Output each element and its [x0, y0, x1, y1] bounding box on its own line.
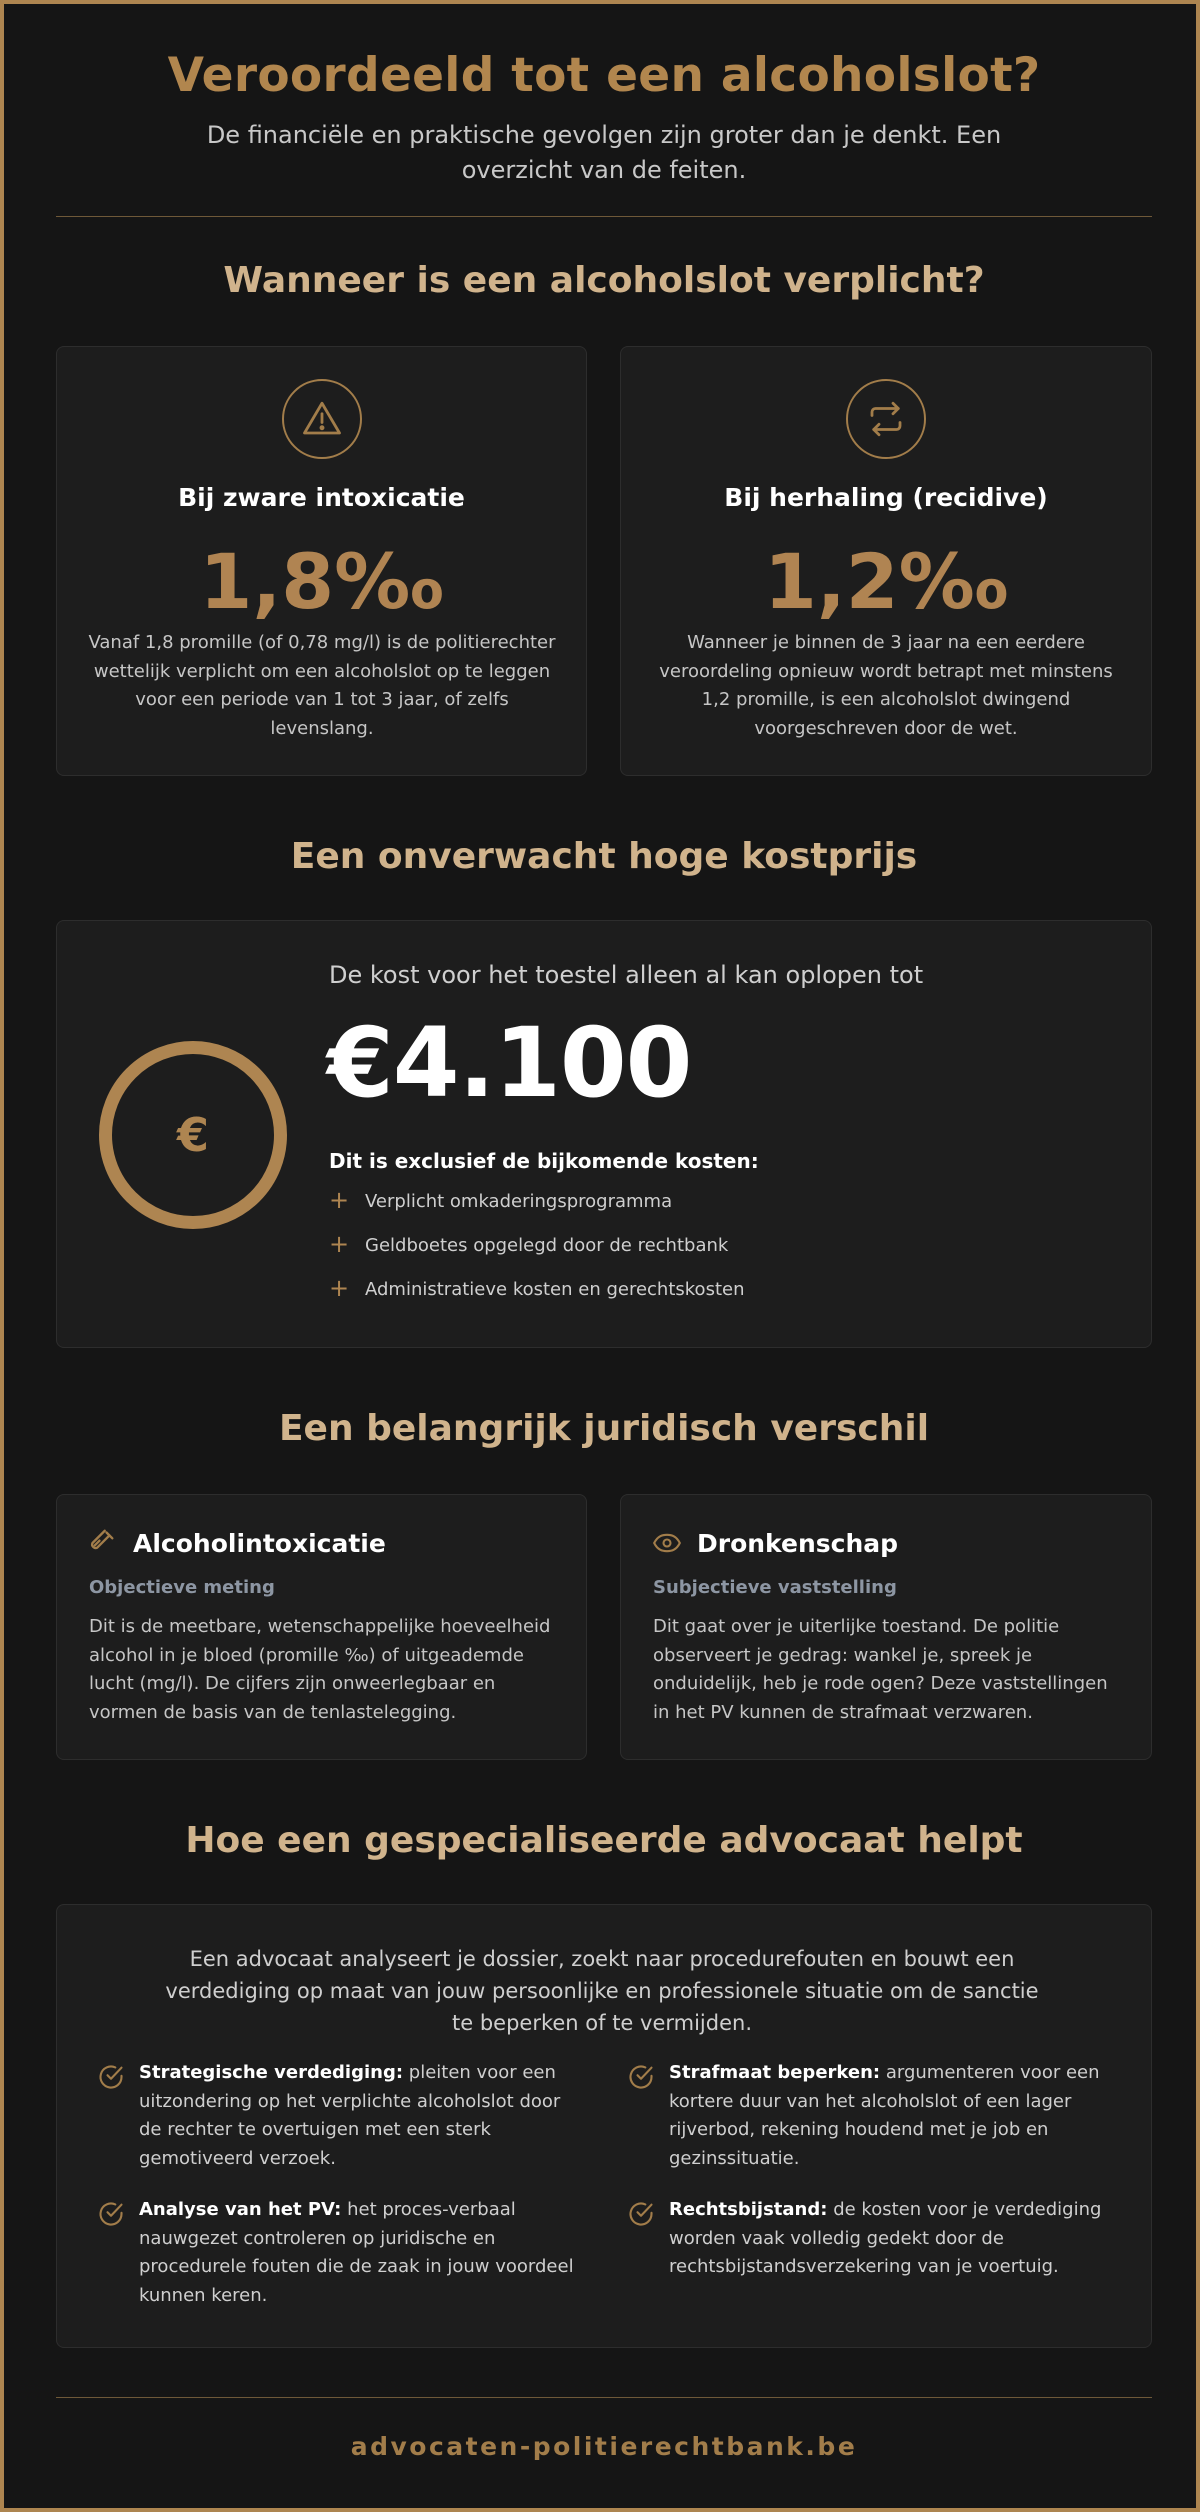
section-title-obligation: Wanneer is een alcoholslot verplicht?	[223, 260, 985, 301]
benefit-text: het proces-verbaal nauwgezet controleren op juridische en procedurele fouten die de zaak in jouw voordeel kunnen keren.	[139, 2199, 574, 2306]
euro-ring-icon	[99, 1041, 287, 1229]
eye-icon	[653, 1529, 681, 1557]
list-item: + Verplicht omkaderingsprogramma	[329, 1186, 673, 1214]
card-lawyer	[56, 1904, 1152, 2348]
lawyer-intro: Een advocaat analyseert je dossier, zoekt naar procedurefouten en bouwt een verdediging op maat van jouw persoonlijke en professionele situatie om de sanctie te beperken of te vermijden.	[165, 1947, 1039, 2035]
cost-value: €4.100	[327, 1007, 692, 1119]
list-item: + Geldboetes opgelegd door de rechtbank	[329, 1230, 729, 1258]
repeat-arrows-icon	[846, 379, 926, 459]
card-subheading: Objectieve meting	[89, 1577, 275, 1598]
benefit-label: Rechtsbijstand:	[669, 2199, 828, 2220]
check-circle-icon	[97, 2200, 125, 2228]
card-description: Dit is de meetbare, wetenschappelijke hoeveelheid alcohol in je bloed (promille ‰) of uitgeademde lucht (mg/l). De cijfers zijn onweerlegbaar en vormen de basis van de tenlastelegging.	[89, 1616, 551, 1723]
benefit-text: de kosten voor je verdediging worden vaak volledig gedekt door de rechtsbijstandsverzekering van je voertuig.	[669, 2199, 1102, 2277]
test-tube-icon	[89, 1529, 117, 1557]
page-subtitle: De financiële en praktische gevolgen zijn groter dan je denkt. Een overzicht van de feiten.	[206, 121, 1002, 184]
promille-threshold: 1,8‰	[199, 537, 444, 626]
card-recidive	[620, 346, 1152, 776]
benefit-text: pleiten voor een uitzondering op het verplichte alcoholslot door de rechter te overtuigen met een sterk gemotiveerd verzoek.	[139, 2062, 561, 2169]
plus-icon: +	[329, 1274, 350, 1302]
header-divider	[56, 216, 1152, 217]
card-heavy-intoxication	[56, 346, 587, 776]
card-heading: Alcoholintoxicatie	[133, 1529, 386, 1558]
warning-triangle-icon	[282, 379, 362, 459]
promille-threshold: 1,2‰	[763, 537, 1009, 626]
benefit-label: Strafmaat beperken:	[669, 2062, 881, 2083]
card-alcohol-intoxication	[56, 1494, 587, 1760]
card-description: Wanneer je binnen de 3 jaar na een eerdere veroordeling opnieuw wordt betrapt met minstens 1,2 promille, is een alcoholslot dwingend voorgeschreven door de wet.	[659, 632, 1113, 739]
section-title-lawyer: Hoe een gespecialiseerde advocaat helpt	[185, 1820, 1023, 1861]
card-heading: Bij herhaling (recidive)	[724, 483, 1048, 512]
card-description: Vanaf 1,8 promille (of 0,78 mg/l) is de politierechter wettelijk verplicht om een alcoholslot op te leggen voor een periode van 1 tot 3 jaar, of zelfs levenslang.	[88, 632, 556, 739]
check-circle-icon	[627, 2063, 655, 2091]
section-title-legal: Een belangrijk juridisch verschil	[278, 1408, 930, 1449]
card-cost	[56, 920, 1152, 1348]
card-subheading: Subjectieve vaststelling	[653, 1577, 897, 1598]
cost-intro: De kost voor het toestel alleen al kan oplopen tot	[329, 961, 924, 989]
benefit-label: Analyse van het PV:	[139, 2199, 342, 2220]
plus-icon: +	[329, 1230, 350, 1258]
extra-costs-list	[329, 1186, 745, 1323]
benefit-text: argumenteren voor een kortere duur van het alcoholslot of een lager rijverbod, rekening houdend met je job en gezinssituatie.	[669, 2062, 1100, 2169]
check-circle-icon	[627, 2200, 655, 2228]
page-title: Veroordeeld tot een alcoholslot?	[167, 48, 1041, 103]
benefit-label: Strategische verdediging:	[139, 2062, 404, 2083]
list-item: + Administratieve kosten en gerechtskosten	[329, 1274, 745, 1302]
card-drunkenness	[620, 1494, 1152, 1760]
section-title-cost: Een onverwacht hoge kostprijs	[290, 836, 918, 877]
plus-icon: +	[329, 1186, 350, 1214]
card-description: Dit gaat over je uiterlijke toestand. De politie observeert je gedrag: wankel je, spreek je onduidelijk, heb je rode ogen? Deze vaststellingen in het PV kunnen de strafmaat verzwaren.	[653, 1616, 1108, 1723]
card-heading: Bij zware intoxicatie	[178, 483, 465, 512]
check-circle-icon	[97, 2063, 125, 2091]
card-heading: Dronkenschap	[697, 1529, 899, 1558]
footer-website[interactable]: advocaten-politierechtbank.be	[350, 2432, 858, 2461]
extra-costs-title: Dit is exclusief de bijkomende kosten:	[329, 1149, 759, 1173]
euro-symbol: €	[176, 1108, 209, 1162]
footer-divider	[56, 2397, 1152, 2398]
